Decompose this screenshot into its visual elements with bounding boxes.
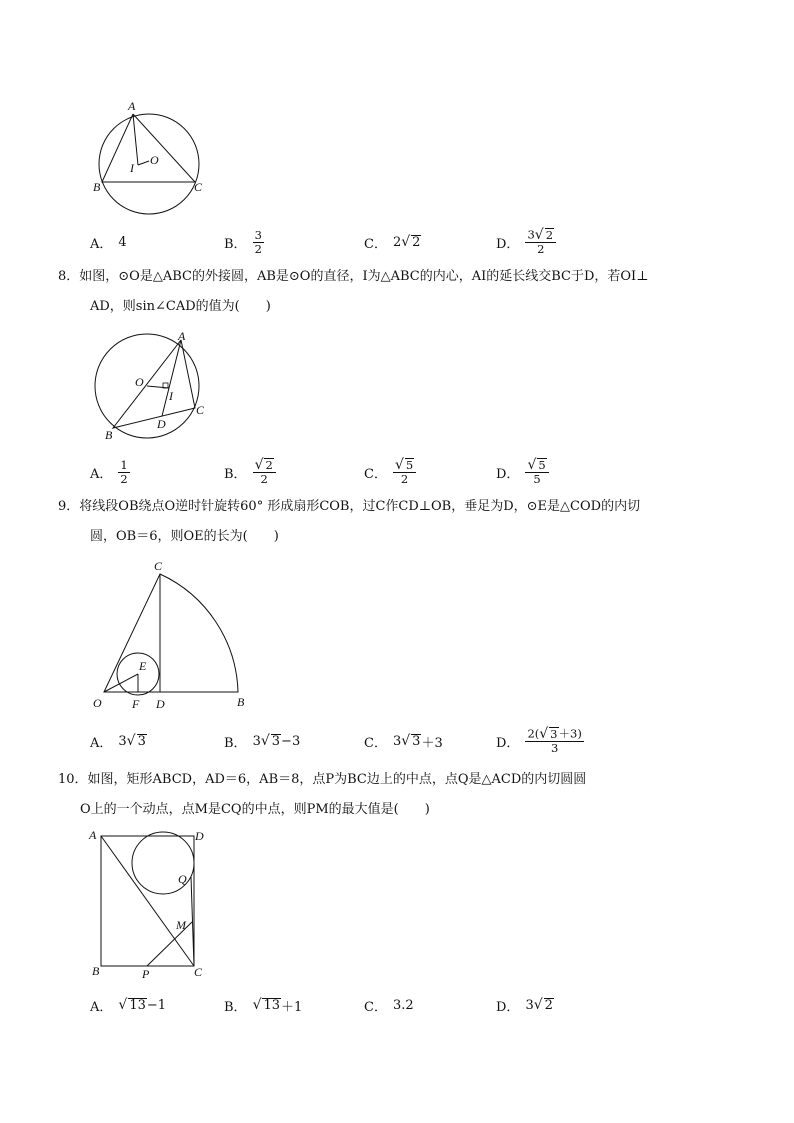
radical: √ 3 (260, 733, 281, 749)
q8-label-o: O (135, 375, 144, 389)
radical: √ 2 (401, 234, 421, 250)
q8-line2: AD，则sin∠CAD的值为( ) (90, 299, 271, 314)
option-letter: A． (90, 735, 113, 751)
q10-label-p: P (142, 967, 150, 981)
q7-segment-io (138, 161, 149, 165)
option-letter: C． (364, 735, 387, 751)
q10-label-c: C (194, 965, 203, 979)
option-letter: A． (90, 236, 113, 252)
option-letter: C． (364, 236, 387, 252)
q7-option-c[interactable]: C． 2 √ 2 (364, 234, 421, 252)
q8-segment-ad (162, 340, 181, 416)
q10-label-q: Q (178, 872, 187, 886)
radical: √ 3 (126, 733, 146, 749)
option-letter: B． (224, 735, 247, 751)
q9-line2: 圆，OB＝6，则OE的长为( ) (90, 529, 279, 544)
q10-label-m: M (176, 918, 186, 932)
q10-option-b[interactable]: B． √ 13 ＋1 (224, 997, 303, 1015)
q10-label-b: B (92, 964, 100, 978)
q10-option-c[interactable]: C． 3.2 (364, 997, 414, 1015)
fraction: $\frac{1}{2}$ (120, 457, 128, 486)
radical: √ 13 (252, 997, 281, 1013)
q9-question (58, 492, 738, 552)
q8-line1: 8．如图，⊙O是△ABC的外接圆，AB是⊙O的直径，I为△ABC的内心，AI的延长线交BC于D，若OI⊥ (58, 269, 649, 284)
q8-label-i: I (169, 389, 173, 403)
q7-option-d[interactable] (496, 222, 556, 262)
q7-triangle (102, 114, 195, 182)
radical: √ 13 (118, 997, 146, 1013)
q9-label-f: F (132, 697, 140, 711)
q9-segment-oe (104, 674, 138, 692)
option-letter: D． (496, 236, 520, 252)
q7-option-b[interactable] (224, 222, 264, 262)
q7-segment-ai (133, 114, 138, 165)
q7-label-a: A (128, 99, 136, 113)
q9-label-o: O (93, 696, 102, 710)
option-letter: D． (496, 466, 520, 482)
fraction: 2( √ 3 ＋3) 3 (527, 725, 582, 755)
q10-figure (86, 825, 216, 985)
q7-figure (90, 98, 210, 218)
q10-label-a: A (89, 828, 97, 842)
option-letter: A． (90, 999, 113, 1015)
q7-label-i: I (130, 161, 134, 175)
q8-option-c[interactable] (364, 452, 416, 492)
q8-option-b[interactable] (224, 452, 276, 492)
q8-label-d: D (157, 417, 166, 431)
option-letter: B． (224, 466, 247, 482)
q10-line1: 10．如图，矩形ABCD，AD＝6，AB＝8，点P为BC边上的中点，点Q是△ACD的内切圆圆 (58, 772, 587, 787)
q8-question (58, 262, 738, 322)
q8-label-b: B (105, 428, 113, 442)
radical: √ 3 (401, 733, 421, 749)
option-letter: B． (224, 236, 247, 252)
q9-label-c: C (154, 559, 163, 573)
option-value: 4 (118, 234, 127, 250)
q8-option-a[interactable] (90, 452, 130, 492)
q7-options (90, 222, 730, 262)
radical: √ 2 (533, 997, 553, 1013)
q10-question (58, 765, 738, 825)
q9-figure (90, 556, 260, 716)
q8-label-a: A (178, 329, 186, 343)
q7-circumcircle (99, 114, 199, 214)
q9-label-e: E (139, 659, 147, 673)
q9-options (90, 721, 730, 761)
fraction: 3 √ 2 2 (525, 228, 556, 256)
q8-figure (90, 330, 210, 450)
option-letter: D． (496, 999, 520, 1015)
q7-label-c: C (194, 180, 203, 194)
q10-label-d: D (195, 829, 204, 843)
fraction: √ 2 2 (253, 458, 276, 486)
option-letter: C． (364, 999, 387, 1015)
q10-line2: O上的一个动点，点M是CQ的中点，则PM的最大值是( ) (80, 802, 430, 817)
q9-option-c[interactable]: C． 3 √ 3 ＋3 (364, 733, 443, 751)
q7-label-b: B (93, 180, 101, 194)
fraction: √ 5 5 (525, 458, 548, 486)
q10-diagonal-ac (101, 836, 194, 966)
option-letter: A． (90, 466, 113, 482)
q10-option-d[interactable]: D． 3 √ 2 (496, 997, 553, 1015)
q9-line1: 9．将线段OB绕点O逆时针旋转60° 形成扇形COB，过C作CD⊥OB，垂足为D，⊙E是△COD的内切 (58, 499, 641, 514)
q9-option-b[interactable]: B． 3 √ 3 −3 (224, 733, 301, 751)
q8-option-d[interactable] (496, 452, 549, 492)
q9-option-a[interactable]: A． 3 √ 3 (90, 733, 146, 751)
q8-label-c: C (196, 403, 205, 417)
fraction: $\frac{3}{2}$ (254, 227, 262, 256)
option-letter: B． (224, 999, 247, 1015)
q9-label-b: B (237, 695, 245, 709)
fraction: √ 5 2 (393, 458, 416, 486)
q9-option-d[interactable] (496, 721, 584, 761)
q8-options (90, 452, 730, 492)
option-letter: C． (364, 466, 387, 482)
q9-sector (104, 574, 238, 692)
q9-label-d: D (156, 697, 165, 711)
q10-option-a[interactable]: A． √ 13 −1 (90, 997, 167, 1015)
q7-label-o: O (150, 153, 159, 167)
q7-option-a[interactable] (90, 222, 127, 262)
option-letter: D． (496, 735, 520, 751)
q8-triangle (113, 340, 195, 428)
q10-options (90, 985, 730, 1025)
